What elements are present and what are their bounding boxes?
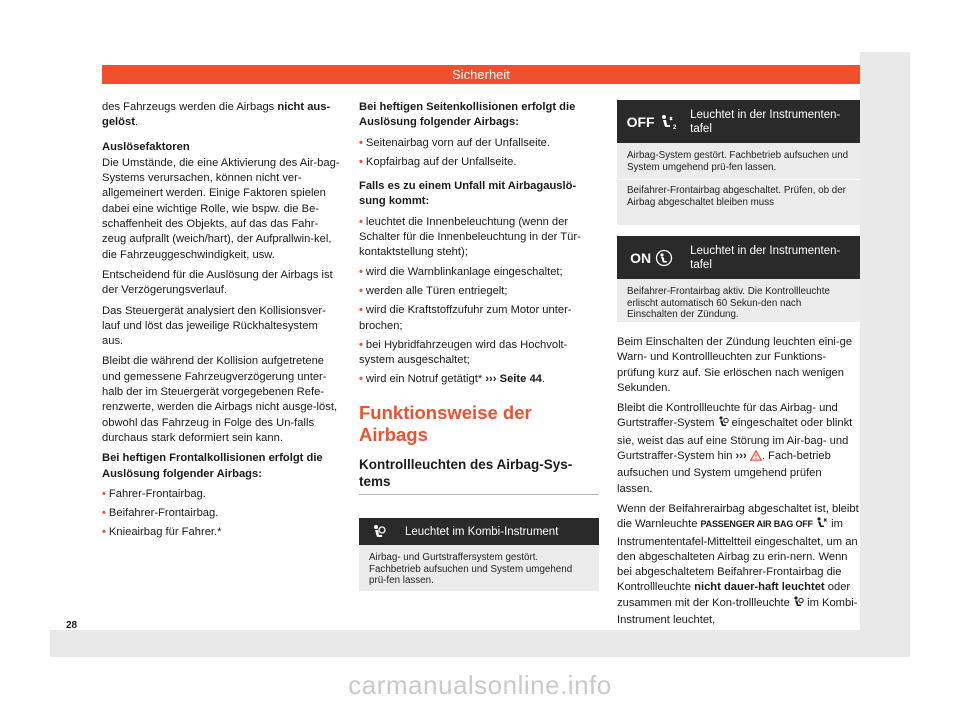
watermark: carmanualsonline.info	[348, 670, 612, 700]
factors-paragraph-4: Bleibt die während der Kollision aufgetretene und gemessene Fahrzeugverzögerung unter-halb der im Steuergerät vorgegebenen Refe-renzwerte, werden die Airbags nicht ausge-löst, obwohl das Fahrzeug in Folge des Un-falls durchaus stark deformiert sein kann.	[102, 355, 338, 444]
airbag-icon	[359, 524, 399, 540]
frontal-heading: Bei heftigen Frontalkollisionen erfolgt die Auslösung folgender Airbags:	[102, 452, 323, 480]
list-item: • Knieairbag für Fahrer.*	[102, 526, 222, 539]
svg-text:2: 2	[672, 124, 676, 130]
box-text: Beifahrer-Frontairbag aktiv. Die Kontrollleuchte erlischt automatisch 60 Sekun-den nach Einschalten der Zündung.	[627, 286, 830, 320]
list-item: • bei Hybridfahrzeugen wird das Hochvolt-system ausgeschaltet;	[359, 338, 568, 367]
passenger-airbag-off-icon	[816, 517, 828, 534]
list-item: • Seitenairbag vorn auf der Unfallseite.	[359, 136, 551, 149]
subsection-title-rule	[359, 456, 599, 495]
airbag-icon	[718, 416, 729, 433]
page-number: 28	[66, 620, 78, 631]
warning-light-box-kombi	[359, 518, 599, 591]
fault-paragraph: Bleibt die Kontrollleuchte für das Airbag- und Gurtstraffer-System eingeschaltet oder blinkt sie, weist das auf eine Störung im Air-bag- und Gurtstraffer-System hin ››› . Fach-betrieb aufsuchen und System umgehend prüfen lassen.	[617, 402, 853, 495]
box-title: Leuchtet in der Instrumenten-tafel	[690, 244, 841, 271]
box-text: Airbag-System gestört. Fachbetrieb aufsuchen und System umgehend prü-fen lassen.	[627, 150, 849, 173]
column-right	[617, 335, 860, 633]
page-reference-link[interactable]: ››› Seite 44	[485, 373, 542, 386]
passenger-airbag-off-icon: OFF 2	[626, 113, 676, 130]
passenger-airbag-off-label: PASSENGER AIR BAG OFF	[700, 519, 813, 530]
list-item: • werden alle Türen entriegelt;	[359, 284, 508, 297]
box-text: Airbag- und Gurtstraffersystem gestört. Fachbetrieb aufsuchen und System umgehend prü-fen lassen.	[369, 552, 573, 586]
list-item: • Kopfairbag auf der Unfallseite.	[359, 155, 517, 168]
ignition-paragraph: Beim Einschalten der Zündung leuchten eini-ge Warn- und Kontrollleuchten zur Funktions-prüfung kurz auf. Sie erlöschen nach wenigen Sekunden.	[617, 336, 853, 394]
warning-reference-link[interactable]: ›››	[735, 450, 747, 463]
list-item: • wird ein Notruf getätigt* ››› Seite 44.	[359, 373, 546, 386]
section-header: Sicherheit	[102, 65, 860, 84]
list-item: • Fahrer-Frontairbag.	[102, 487, 206, 500]
passenger-airbag-on-icon: ON	[617, 249, 686, 267]
column-middle	[359, 100, 599, 507]
factors-paragraph-1: Die Umstände, die eine Aktivierung des Air-bag-Systems verursachen, können nicht ver-allgemeinert werden. Einige Faktoren spielen dabei eine wichtige Rolle, wie bspw. die Be-schaffenheit des Objekts, auf das das Fahr-zeug aufprallt (weich/hart), der Aufprallwin-kel, die Fahrzeuggeschwindigkeit, usw.	[102, 156, 340, 261]
box-title: Leuchtet in der Instrumenten-tafel	[690, 108, 841, 135]
warning-light-box-on	[617, 236, 860, 322]
list-item: • Beifahrer-Frontairbag.	[102, 507, 219, 520]
box-text: Beifahrer-Frontairbag abgeschaltet. Prüfen, ob der Airbag abgeschaltet bleiben muss	[627, 185, 846, 208]
factors-paragraph-3: Das Steuergerät analysiert den Kollisionsver-lauf und löst das jeweilige Rückhaltesystem aus.	[102, 304, 326, 348]
list-item: • wird die Warnblinkanlage eingeschaltet;	[359, 265, 563, 278]
subsection-title: Kontrollleuchten des Airbag-Sys-tems	[359, 456, 573, 489]
warning-triangle-icon	[750, 450, 762, 466]
box-header	[617, 236, 860, 279]
intro-paragraph: des Fahrzeugs werden die Airbags nicht aus-gelöst.	[102, 101, 331, 129]
column-left	[102, 100, 342, 545]
factors-heading: Auslösefaktoren	[102, 140, 190, 153]
airbag-icon	[793, 596, 804, 613]
factors-paragraph-2: Entscheidend für die Auslösung der Airbags ist der Verzögerungsverlauf.	[102, 268, 333, 297]
box-title: Leuchtet im Kombi-Instrument	[405, 525, 559, 538]
list-item: • leuchtet die Innenbeleuchtung (wenn der Schalter für die Innenbeleuchtung in der Tür-kontaktstellung steht);	[359, 215, 581, 259]
box-header	[359, 518, 599, 545]
side-heading: Bei heftigen Seitenkollisionen erfolgt die Auslösung folgender Airbags:	[359, 101, 576, 129]
section-title: Funktionsweise der Airbags	[359, 401, 532, 445]
accident-heading: Falls es zu einem Unfall mit Airbagauslö-sung kommt:	[359, 180, 577, 208]
list-item: • wird die Kraftstoffzufuhr zum Motor unter-brochen;	[359, 304, 572, 332]
passenger-off-paragraph: Wenn der Beifahrerairbag abgeschaltet ist, bleibt die Warnleuchte PASSENGER AIR BAG OFF im Instrumententafel-Mitteltteil eingeschaltet, um an den abgeschalteten Airbag zu erin-nern. Wenn bei abgeschaltetem Beifahrer-Frontairbag die Kontrollleuchte nicht dauer-haft leuchtet oder zusammen mit der Kon-trollleuchte im Kombi-Instrument leuchtet,	[617, 502, 859, 627]
warning-light-box-off	[617, 100, 860, 225]
box-header	[617, 100, 860, 143]
